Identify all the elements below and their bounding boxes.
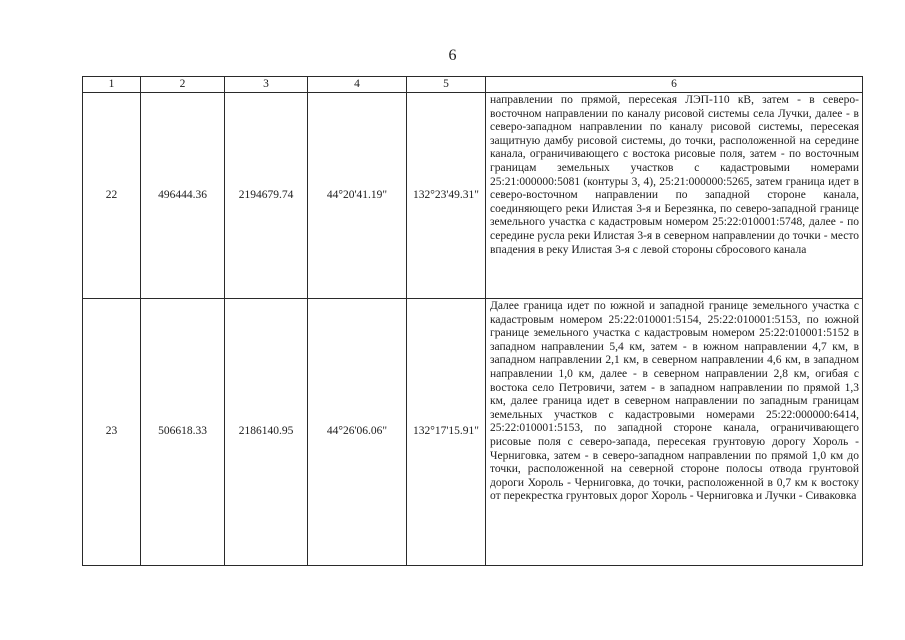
boundary-description-cell — [486, 93, 863, 299]
header-cell-3: 3 — [225, 77, 308, 93]
boundary-points-table — [82, 76, 863, 566]
header-cell-4: 4 — [308, 77, 407, 93]
header-cell-5: 5 — [407, 77, 486, 93]
table-row — [83, 93, 863, 299]
boundary-description-text: Далее граница идет по южной и западной границе земельного участка с кадастровым номером 25:22:010001:5154, 25:22:010001:5153, по южной границе земельного участка с кадастровым номером 25:22:010001:5152 в западном направлении 5,4 км, затем - в южном направлении 4,7 км, в западном направлении 2,1 км, в северном направлении 4,6 км, в западном направлении 1,0 км, далее - в северном направлении 2,8 км, огибая с востока село Петровичи, затем - в западном направлении по прямой 1,3 км, далее граница идет в северном направлении по западным границам земельных участков с кадастровыми номерами 25:22:000000:6414, 25:22:010001:5153, по западной стороне канала, ограничивающего рисовые поля с северо-запада, пересекая грунтовую дорогу Хороль - Черниговка, затем - в северо-западном направлении по прямой 1,0 км до точки, расположенной на северной стороне полосы отвода грунтовой дороги Хороль - Черниговка, до точки, расположенной в 0,7 км к востоку от перекрестка грунтовых дорог Хороль - Черниговка и Лучки - Сиваковка — [490, 300, 859, 503]
latitude-cell: 44°20'41.19" — [308, 93, 407, 299]
table-header-row — [83, 77, 863, 93]
point-number-cell: 22 — [83, 93, 141, 299]
longitude-cell: 132°17'15.91" — [407, 299, 486, 566]
longitude-cell: 132°23'49.31" — [407, 93, 486, 299]
coordinate-x-cell: 506618.33 — [141, 299, 225, 566]
coordinate-y-cell: 2194679.74 — [225, 93, 308, 299]
latitude-cell: 44°26'06.06" — [308, 299, 407, 566]
point-number-cell: 23 — [83, 299, 141, 566]
table-row — [83, 299, 863, 566]
coordinate-y-cell: 2186140.95 — [225, 299, 308, 566]
header-cell-1: 1 — [83, 77, 141, 93]
boundary-description-text: направлении по прямой, пересекая ЛЭП-110 кВ, затем - в северо-восточном направлении по каналу рисовой системы села Лучки, далее - в северо-западном направлении по каналу рисовой системы, пересекая защитную дамбу рисовой системы, до точки, расположенной на середине канала, ограничивающего с востока рисовые поля, затем - по восточным границам земельных участков с кадастровыми номерами 25:21:000000:5081 (контуры 3, 4), 25:21:000000:5265, затем граница идет в северо-восточном направлении по западной стороне канала, соединяющего реки Илистая 3-я и Березянка, по северо-западной границе земельного участка с кадастровым номером 25:22:010001:5748, далее - по середине русла реки Илистая 3-я в северном направлении до точки - место впадения в реку Илистая 3-я с левой стороны сбросового канала — [490, 94, 859, 256]
header-cell-2: 2 — [141, 77, 225, 93]
boundary-description-cell — [486, 299, 863, 566]
coordinate-x-cell: 496444.36 — [141, 93, 225, 299]
page-number: 6 — [448, 47, 457, 64]
header-cell-6: 6 — [486, 77, 863, 93]
